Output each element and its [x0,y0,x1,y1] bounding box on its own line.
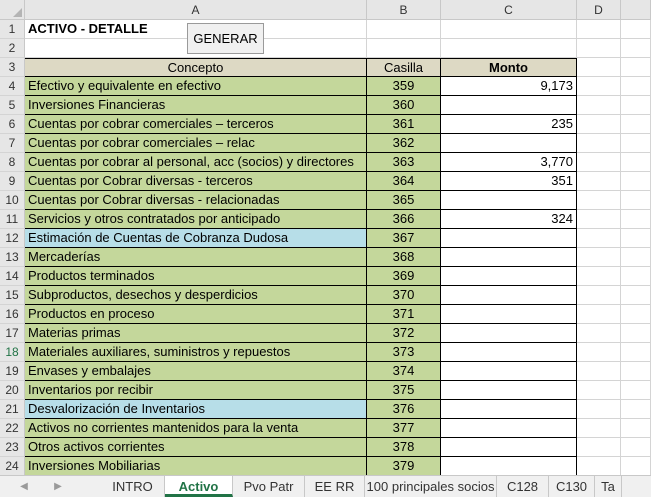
sheet-tab[interactable]: 100 principales socios [365,476,497,497]
monto-cell[interactable] [441,305,577,324]
cell[interactable] [577,267,621,286]
monto-cell[interactable] [441,419,577,438]
row-header[interactable]: 12 [0,229,25,248]
casilla-cell[interactable]: 359 [367,77,441,96]
cell[interactable] [621,457,651,475]
casilla-cell[interactable]: 368 [367,248,441,267]
cell[interactable] [621,191,651,210]
cell[interactable] [577,191,621,210]
sheet-row [0,419,651,438]
cell[interactable] [621,286,651,305]
casilla-cell[interactable]: 377 [367,419,441,438]
cell[interactable] [621,96,651,115]
concepto-cell[interactable]: Subproductos, desechos y desperdicios [25,286,367,305]
cell[interactable] [621,77,651,96]
concepto-cell[interactable]: Activos no corrientes mantenidos para la venta [25,419,367,438]
casilla-cell[interactable]: 371 [367,305,441,324]
concepto-cell[interactable]: Materias primas [25,324,367,343]
concepto-cell[interactable]: Efectivo y equivalente en efectivo [25,77,367,96]
sheet-row [0,286,651,305]
row-header[interactable]: 3 [0,58,25,77]
cell[interactable] [577,400,621,419]
cell[interactable] [621,134,651,153]
row-header[interactable]: 24 [0,457,25,475]
sheet-tab[interactable]: Ta [595,476,622,497]
cell[interactable] [621,58,651,77]
monto-cell[interactable] [441,362,577,381]
cell[interactable] [577,153,621,172]
sheet-tab[interactable]: C128 [497,476,549,497]
row-header[interactable]: 9 [0,172,25,191]
cell[interactable] [577,343,621,362]
generar-button[interactable]: GENERAR [187,23,264,54]
cell[interactable] [577,229,621,248]
casilla-cell[interactable]: 364 [367,172,441,191]
casilla-cell[interactable]: 374 [367,362,441,381]
cell[interactable] [621,172,651,191]
monto-cell[interactable] [441,343,577,362]
monto-cell[interactable] [441,267,577,286]
concepto-cell[interactable]: Cuentas por Cobrar diversas - terceros [25,172,367,191]
monto-cell[interactable] [441,381,577,400]
row-header[interactable]: 15 [0,286,25,305]
row-header[interactable]: 21 [0,400,25,419]
cell[interactable] [367,39,441,58]
row-header[interactable]: 6 [0,115,25,134]
cell[interactable] [441,39,577,58]
cell[interactable] [621,210,651,229]
cell[interactable] [577,134,621,153]
sheet-row [0,267,651,286]
sheet-row [0,248,651,267]
sheet-row [0,438,651,457]
cell[interactable] [621,115,651,134]
cell[interactable] [577,362,621,381]
cell[interactable] [621,39,651,58]
header-monto[interactable]: Monto [441,58,577,77]
concepto-cell[interactable]: Desvalorización de Inventarios [25,400,367,419]
sheet-tab-bar [0,475,651,497]
casilla-cell[interactable]: 363 [367,153,441,172]
concepto-cell[interactable]: Productos en proceso [25,305,367,324]
monto-cell[interactable] [441,96,577,115]
cell[interactable] [577,457,621,475]
casilla-cell[interactable]: 376 [367,400,441,419]
row-header[interactable]: 1 [0,20,25,39]
column-header-e[interactable] [621,0,651,20]
cell[interactable] [577,77,621,96]
row-header[interactable]: 13 [0,248,25,267]
sheet-row [0,96,651,115]
concepto-cell[interactable]: Cuentas por cobrar al personal, acc (socios) y directores [25,153,367,172]
sheet-row [0,153,651,172]
concepto-cell[interactable]: Cuentas por cobrar comerciales – relac [25,134,367,153]
sheet-tab[interactable]: Pvo Patr [233,476,305,497]
concepto-cell[interactable]: Servicios y otros contratados por anticipado [25,210,367,229]
cell[interactable] [577,96,621,115]
monto-cell[interactable]: 324 [441,210,577,229]
cell[interactable] [577,324,621,343]
sheet-row [0,39,651,58]
monto-cell[interactable] [441,324,577,343]
column-header-d[interactable]: D [577,0,621,20]
concepto-cell[interactable]: Cuentas por Cobrar diversas - relacionadas [25,191,367,210]
cell[interactable] [621,400,651,419]
sheet-row [0,20,651,39]
concepto-cell[interactable]: Otros activos corrientes [25,438,367,457]
cell[interactable] [577,210,621,229]
row-header[interactable]: 17 [0,324,25,343]
casilla-cell[interactable]: 365 [367,191,441,210]
sheet-row [0,343,651,362]
cell[interactable] [577,115,621,134]
cell[interactable] [577,286,621,305]
sheet-row [0,400,651,419]
row-header[interactable]: 7 [0,134,25,153]
sheet-row [0,58,651,77]
column-header-c[interactable]: C [441,0,577,20]
concepto-cell[interactable]: Productos terminados [25,267,367,286]
monto-cell[interactable] [441,229,577,248]
cell[interactable] [621,267,651,286]
casilla-cell[interactable]: 375 [367,381,441,400]
casilla-cell[interactable]: 367 [367,229,441,248]
row-header[interactable]: 4 [0,77,25,96]
cell[interactable] [621,305,651,324]
sheet-row [0,457,651,475]
header-concepto[interactable]: Concepto [25,58,367,77]
casilla-cell[interactable]: 369 [367,267,441,286]
select-all-triangle-icon [13,8,22,17]
sheet-row [0,305,651,324]
cell[interactable] [577,20,621,39]
row-header[interactable]: 20 [0,381,25,400]
cell[interactable] [621,248,651,267]
monto-cell[interactable]: 235 [441,115,577,134]
concepto-cell[interactable]: Inversiones Mobiliarias [25,457,367,475]
casilla-cell[interactable]: 362 [367,134,441,153]
sheet-row [0,210,651,229]
row-header[interactable]: 14 [0,267,25,286]
sheet-row [0,324,651,343]
tab-scroll-left-icon[interactable]: ◀ [20,481,28,492]
monto-cell[interactable] [441,438,577,457]
sheet-row [0,362,651,381]
row-header[interactable]: 10 [0,191,25,210]
concepto-cell[interactable]: Envases y embalajes [25,362,367,381]
cell[interactable] [441,20,577,39]
tab-scroll-right-icon[interactable]: ▶ [54,481,62,492]
sheet-row [0,381,651,400]
concepto-cell[interactable]: Inventarios por recibir [25,381,367,400]
row-header[interactable]: 22 [0,419,25,438]
cell[interactable] [577,172,621,191]
cell[interactable] [621,419,651,438]
monto-cell[interactable]: 3,770 [441,153,577,172]
row-header[interactable]: 8 [0,153,25,172]
row-header[interactable]: 2 [0,39,25,58]
casilla-cell[interactable]: 361 [367,115,441,134]
sheet-row [0,172,651,191]
cell[interactable] [621,324,651,343]
cell[interactable] [577,438,621,457]
row-header[interactable]: 23 [0,438,25,457]
sheet-tab[interactable]: INTRO [101,476,165,497]
header-casilla[interactable]: Casilla [367,58,441,77]
row-header[interactable]: 19 [0,362,25,381]
column-header-a[interactable]: A [25,0,367,20]
column-header-b[interactable]: B [367,0,441,20]
monto-cell[interactable] [441,400,577,419]
cell[interactable] [577,305,621,324]
concepto-cell[interactable]: Mercaderías [25,248,367,267]
cell[interactable] [577,248,621,267]
select-all-corner[interactable] [0,0,25,20]
concepto-cell[interactable]: Materiales auxiliares, suministros y repuestos [25,343,367,362]
monto-cell[interactable]: 9,173 [441,77,577,96]
casilla-cell[interactable]: 379 [367,457,441,475]
concepto-cell[interactable]: Inversiones Financieras [25,96,367,115]
sheet-tab[interactable]: Activo [165,476,233,497]
monto-cell[interactable] [441,191,577,210]
monto-cell[interactable] [441,286,577,305]
sheet-row [0,191,651,210]
casilla-cell[interactable]: 378 [367,438,441,457]
row-header[interactable]: 16 [0,305,25,324]
casilla-cell[interactable]: 373 [367,343,441,362]
casilla-cell[interactable]: 360 [367,96,441,115]
concepto-cell[interactable]: Cuentas por cobrar comerciales – terceros [25,115,367,134]
monto-cell[interactable] [441,134,577,153]
cell[interactable] [621,362,651,381]
cell[interactable] [577,58,621,77]
sheet-row [0,229,651,248]
casilla-cell[interactable]: 370 [367,286,441,305]
sheet-row [0,134,651,153]
monto-cell[interactable]: 351 [441,172,577,191]
cell[interactable] [621,381,651,400]
sheet-tab[interactable]: EE RR [305,476,365,497]
cell[interactable] [621,229,651,248]
sheet-row [0,77,651,96]
monto-cell[interactable] [441,248,577,267]
cell[interactable] [367,20,441,39]
casilla-cell[interactable]: 372 [367,324,441,343]
cell[interactable] [621,153,651,172]
sheet-title[interactable]: ACTIVO - DETALLE [25,20,367,39]
cell[interactable] [577,39,621,58]
sheet-tab[interactable]: C130 [549,476,595,497]
cell[interactable] [621,20,651,39]
row-header[interactable]: 11 [0,210,25,229]
cell[interactable] [621,343,651,362]
cell[interactable] [577,419,621,438]
cell[interactable] [577,381,621,400]
casilla-cell[interactable]: 366 [367,210,441,229]
row-header[interactable]: 5 [0,96,25,115]
row-header[interactable]: 18 [0,343,25,362]
monto-cell[interactable] [441,457,577,475]
concepto-cell[interactable]: Estimación de Cuentas de Cobranza Dudosa [25,229,367,248]
sheet-row [0,115,651,134]
cell[interactable] [621,438,651,457]
